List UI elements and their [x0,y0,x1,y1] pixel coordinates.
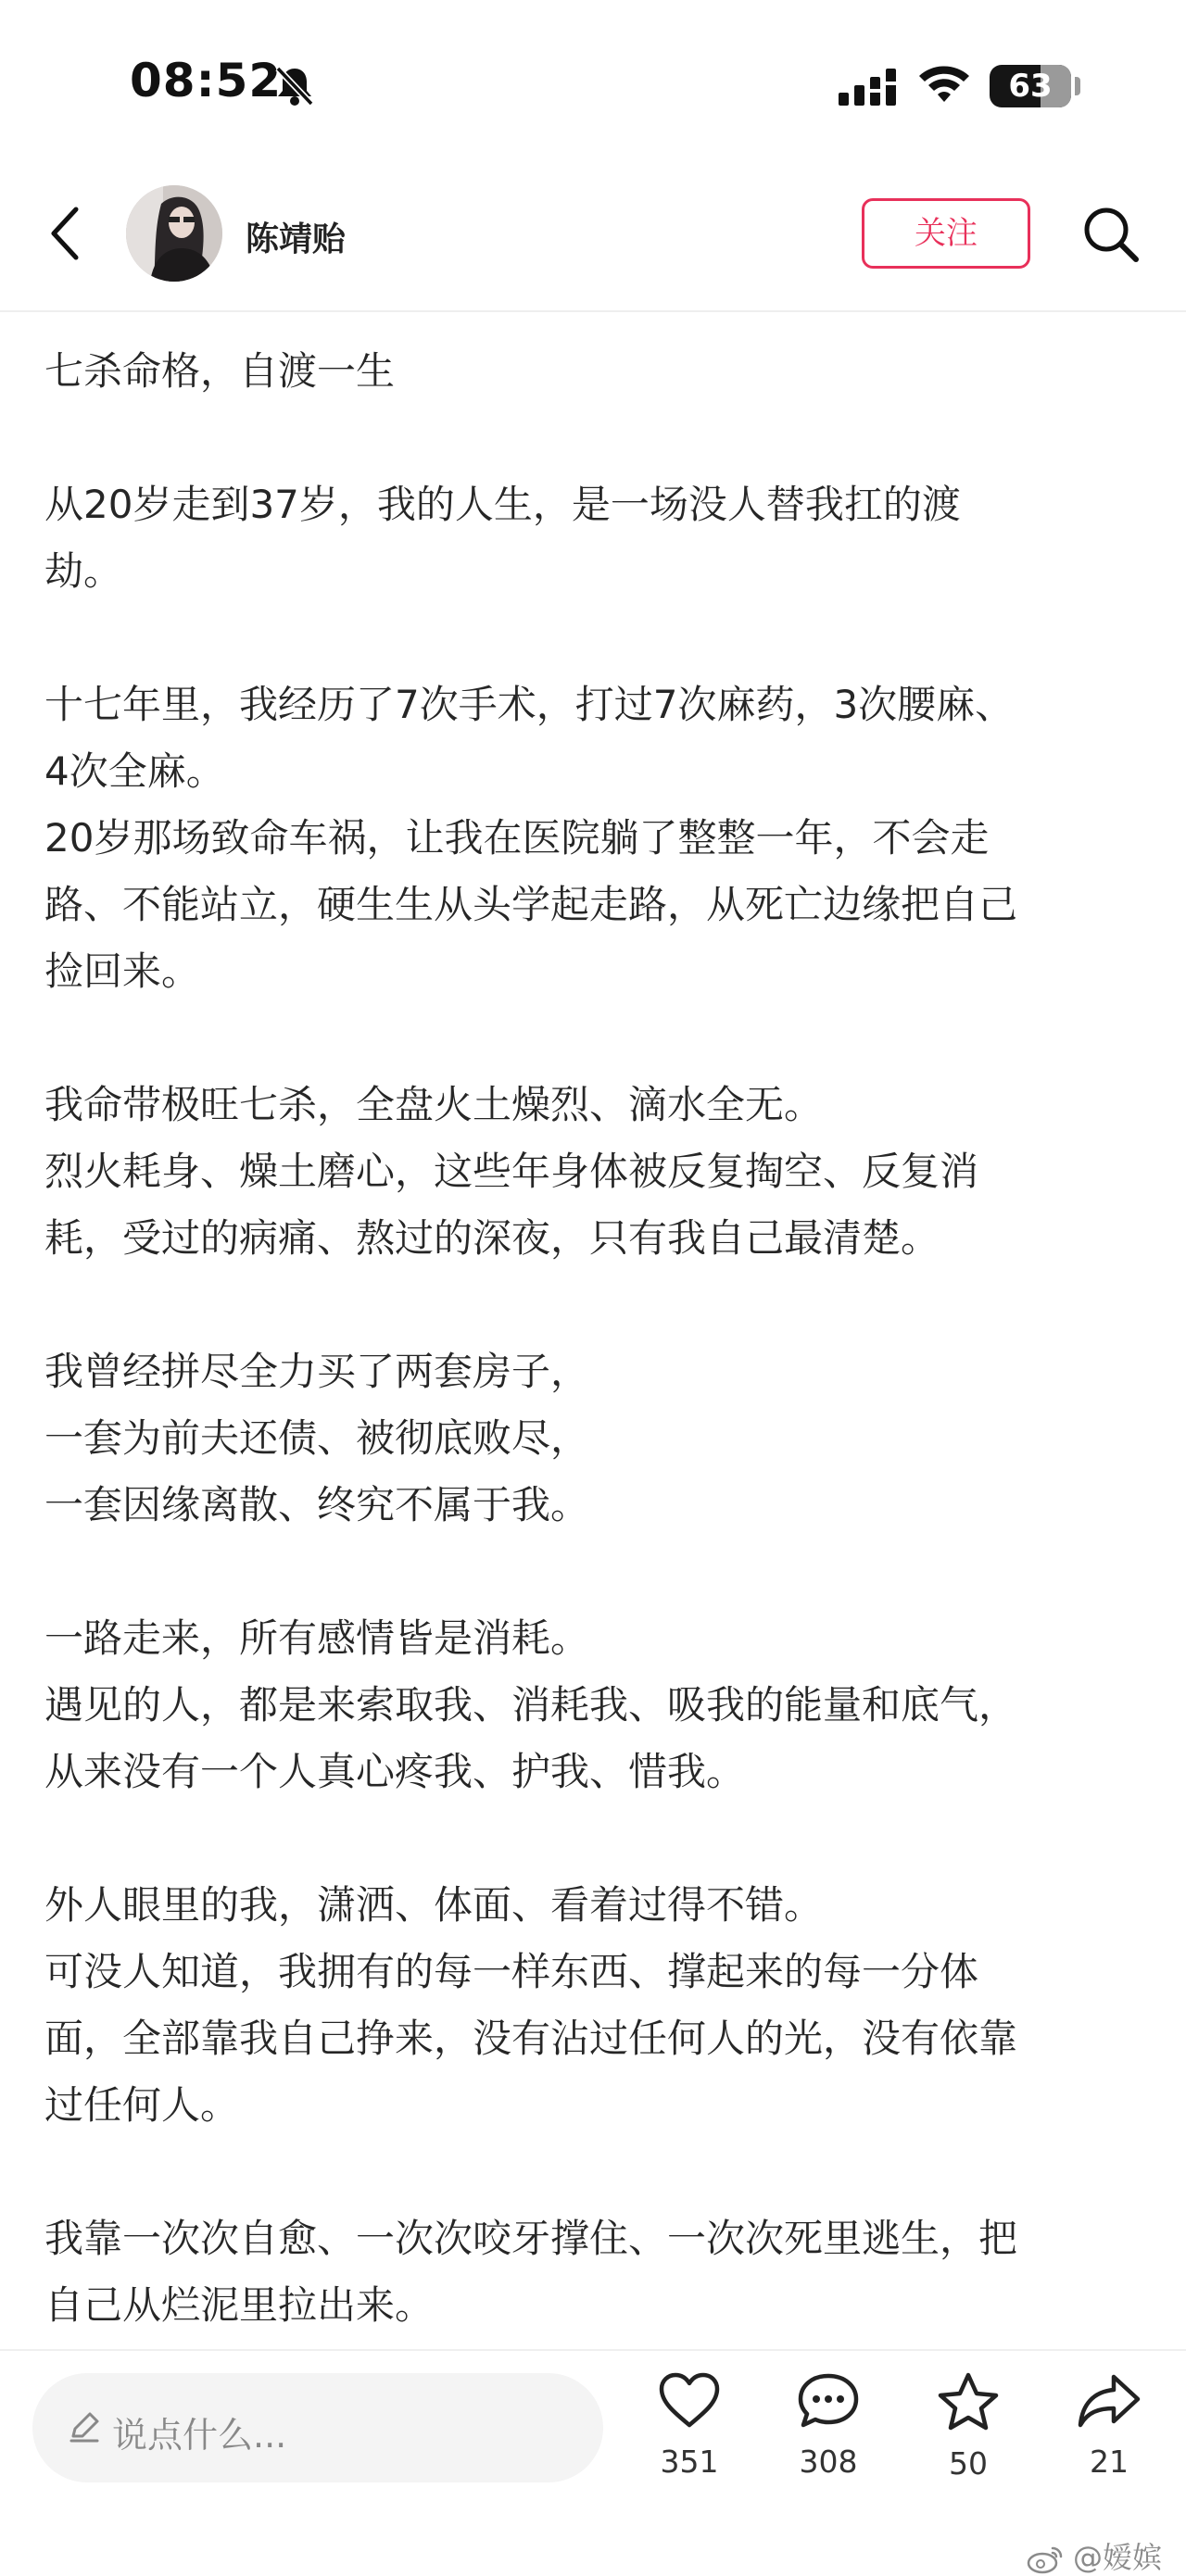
status-bar [0,0,1186,167]
bell-muted-icon [274,65,315,107]
avatar-portrait-icon [126,185,222,282]
like-button[interactable] [634,2371,745,2480]
share-arrow-icon [1075,2371,1143,2431]
text-line: 烈火耗身、燥土磨心，这些年身体被反复掏空、反复消 [44,1149,979,1194]
wifi-icon [917,63,971,104]
text-line: 我靠一次次自愈、一次次咬牙撑住、一次次死里逃生，把 [44,2216,1018,2261]
star-icon [936,2371,1001,2432]
watermark [1027,2534,1162,2576]
text-line: 遇见的人，都是来索取我、消耗我、吸我的能量和底气， [44,1682,1018,1728]
text-line: 一路走来，所有感情皆是消耗。 [44,1615,590,1661]
comment-placeholder: 说点什么... [112,2415,287,2456]
text-line: 外人眼里的我，潇洒、体面、看着过得不错。 [44,1882,824,1928]
note-content [44,338,1156,2339]
text-line: 面，全部靠我自己挣来，没有沾过任何人的光，没有依靠 [44,2016,1018,2061]
weibo-logo-icon [1027,2545,1064,2574]
text-line: 过任何人。 [44,2082,240,2128]
favorite-count: 50 [949,2445,988,2482]
text-line: 我命带极旺七杀，全盘火土燥烈、滴水全无。 [44,1082,824,1127]
text-line: 可没人知道，我拥有的每一样东西、撑起来的每一分体 [44,1949,979,1994]
author-avatar[interactable] [126,185,222,282]
text-line: 劫。 [44,548,123,594]
comment-count: 308 [799,2444,858,2480]
pencil-icon [68,2410,101,2444]
comment-input[interactable] [32,2373,603,2482]
battery-indicator [990,65,1071,107]
author-name[interactable]: 陈靖贻 [246,220,347,258]
comment-button[interactable] [773,2371,884,2480]
follow-button[interactable]: 关注 [862,198,1030,269]
search-icon[interactable] [1080,204,1142,265]
favorite-button[interactable] [913,2371,1024,2482]
text-line: 耗，受过的病痛、熬过的深夜，只有我自己最清楚。 [44,1215,940,1261]
text-line: 一套为前夫还债、被彻底败尽， [44,1415,590,1461]
cellular-signal-icon [839,69,900,106]
text-line: 20岁那场致命车祸，让我在医院躺了整整一年，不会走 [44,815,990,861]
text-line: 4次全麻。 [44,748,225,794]
share-count: 21 [1090,2444,1129,2480]
note-title: 七杀命格，自渡一生 [44,348,396,394]
comment-bubble-icon [796,2371,861,2431]
watermark-text: @嫒嫔 [1072,2540,1162,2575]
text-line: 路、不能站立，硬生生从头学起走路，从死亡边缘把自己 [44,882,1018,927]
battery-percentage: 63 [1008,68,1053,105]
bottom-action-bar [0,2349,1186,2576]
note-header [0,167,1186,312]
battery-cap [1075,77,1080,95]
text-line: 十七年里，我经历了7次手术，打过7次麻药，3次腰麻、 [44,682,1015,727]
text-line: 自己从烂泥里拉出来。 [44,2282,435,2328]
back-arrow-icon[interactable] [44,204,85,263]
text-line: 从来没有一个人真心疼我、护我、惜我。 [44,1749,746,1794]
status-time: 08:52 [130,54,283,107]
share-button[interactable] [1054,2371,1165,2480]
like-count: 351 [660,2444,719,2480]
text-line: 一套因缘离散、终究不属于我。 [44,1482,590,1527]
text-line: 捡回来。 [44,949,201,994]
text-line: 从20岁走到37岁，我的人生，是一场没人替我扛的渡 [44,482,961,527]
text-line: 我曾经拼尽全力买了两套房子， [44,1349,590,1394]
heart-icon [657,2371,722,2431]
